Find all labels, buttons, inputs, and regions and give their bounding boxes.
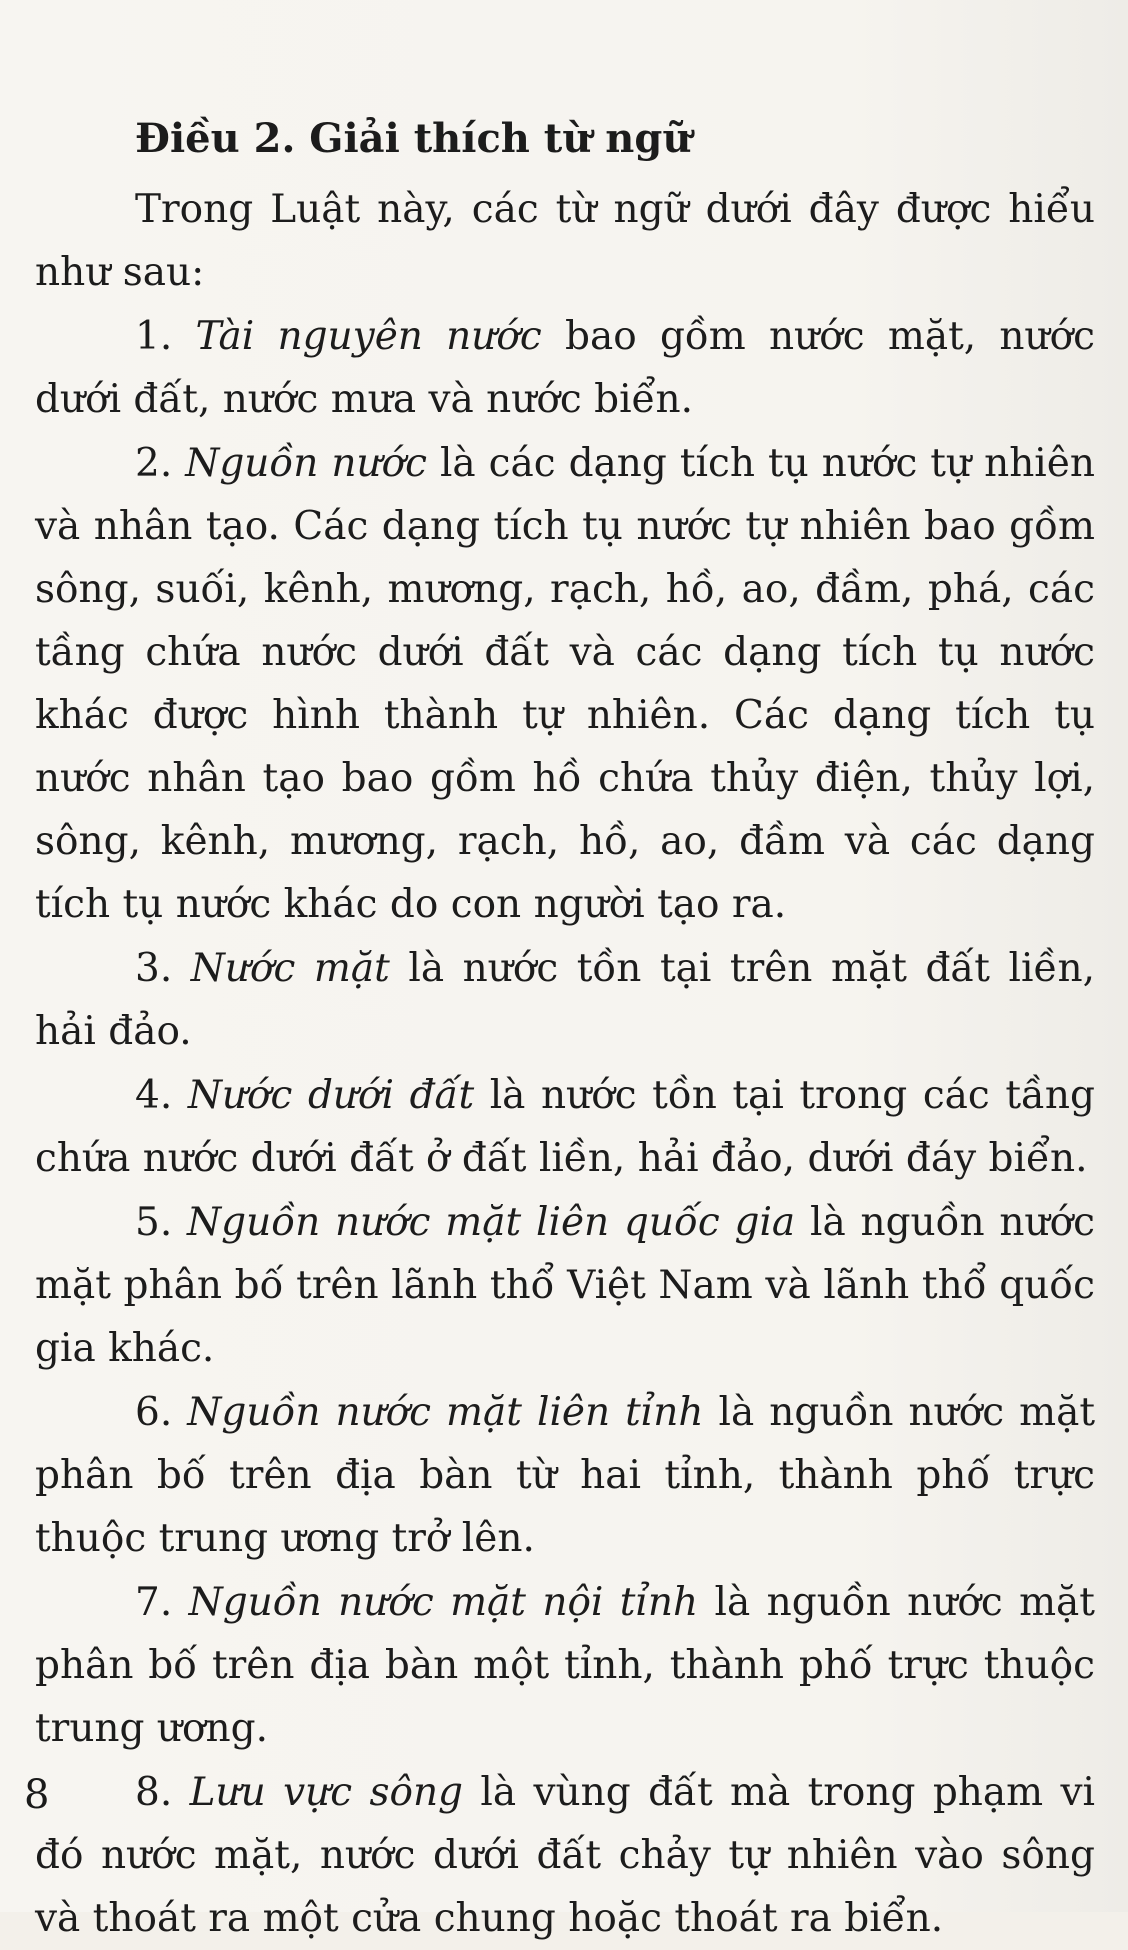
definition-term: Lưu vực sông <box>189 1770 464 1815</box>
definition-text: là các dạng tích tụ nước tự nhiên và nhân tạo. Các dạng tích tụ nước tự nhiên bao gồm sông, suối, kênh, mương, rạch, hồ, ao, đầm, phá, các tầng chứa nước dưới đất và các dạng tích tụ nước khác được hình thành tự nhiên. Các dạng tích tụ nước nhân tạo bao gồm hồ chứa thủy điện, thủy lợi, sông, kênh, mương, rạch, hồ, ao, đầm và các dạng tích tụ nước khác do con người tạo ra. <box>35 441 1095 927</box>
definition-text: là nước tồn tại trong các tầng chứa nước dưới đất ở đất liền, hải đảo, dưới đáy biển. <box>35 1073 1096 1181</box>
definition-item <box>35 1380 1095 1570</box>
definition-item <box>35 304 1095 431</box>
definition-number: 5. <box>135 1200 173 1245</box>
definition-text: bao gồm nước mặt, nước dưới đất, nước mưa và nước biển. <box>35 314 1095 422</box>
definition-term: Tài nguyên nước <box>195 314 542 359</box>
definition-number: 7. <box>135 1580 173 1625</box>
definition-term: Nguồn nước mặt liên tỉnh <box>187 1390 704 1435</box>
definition-item <box>35 1570 1095 1760</box>
definition-item <box>35 1760 1095 1950</box>
definition-number: 2. <box>135 441 173 486</box>
definition-text: là nguồn nước mặt phân bố trên địa bàn từ hai tỉnh, thành phố trực thuộc trung ương trở lên. <box>35 1390 1095 1561</box>
definition-number: 8. <box>135 1770 173 1815</box>
definition-number: 6. <box>135 1390 173 1435</box>
definition-number: 1. <box>135 314 173 359</box>
definition-text: là nguồn nước mặt phân bố trên lãnh thổ Việt Nam và lãnh thổ quốc gia khác. <box>35 1200 1095 1371</box>
definition-term: Nguồn nước mặt nội tỉnh <box>188 1580 699 1625</box>
definition-item <box>35 936 1095 1063</box>
intro-paragraph: Trong Luật này, các từ ngữ dưới đây được hiểu như sau: <box>35 187 1095 295</box>
definition-text: là vùng đất mà trong phạm vi đó nước mặt, nước dưới đất chảy tự nhiên vào sông và thoát ra một cửa chung hoặc thoát ra biển. <box>35 1770 1095 1941</box>
definition-number: 3. <box>135 946 173 991</box>
definition-number: 4. <box>135 1073 173 1118</box>
document-body <box>35 107 1095 1950</box>
definition-term: Nguồn nước mặt liên quốc gia <box>187 1200 796 1245</box>
definition-item <box>35 1190 1095 1380</box>
definition-term: Nguồn nước <box>185 441 427 486</box>
definition-term: Nước mặt <box>190 946 390 991</box>
article-title: Điều 2. Giải thích từ ngữ <box>135 115 692 162</box>
page-number: 8 <box>24 1772 50 1818</box>
definition-text: là nguồn nước mặt phân bố trên địa bàn một tỉnh, thành phố trực thuộc trung ương. <box>35 1580 1095 1751</box>
definition-item <box>35 431 1095 936</box>
definition-term: Nước dưới đất <box>187 1073 475 1118</box>
definition-text: là nước tồn tại trên mặt đất liền, hải đảo. <box>35 946 1095 1054</box>
definition-item <box>35 1063 1095 1190</box>
